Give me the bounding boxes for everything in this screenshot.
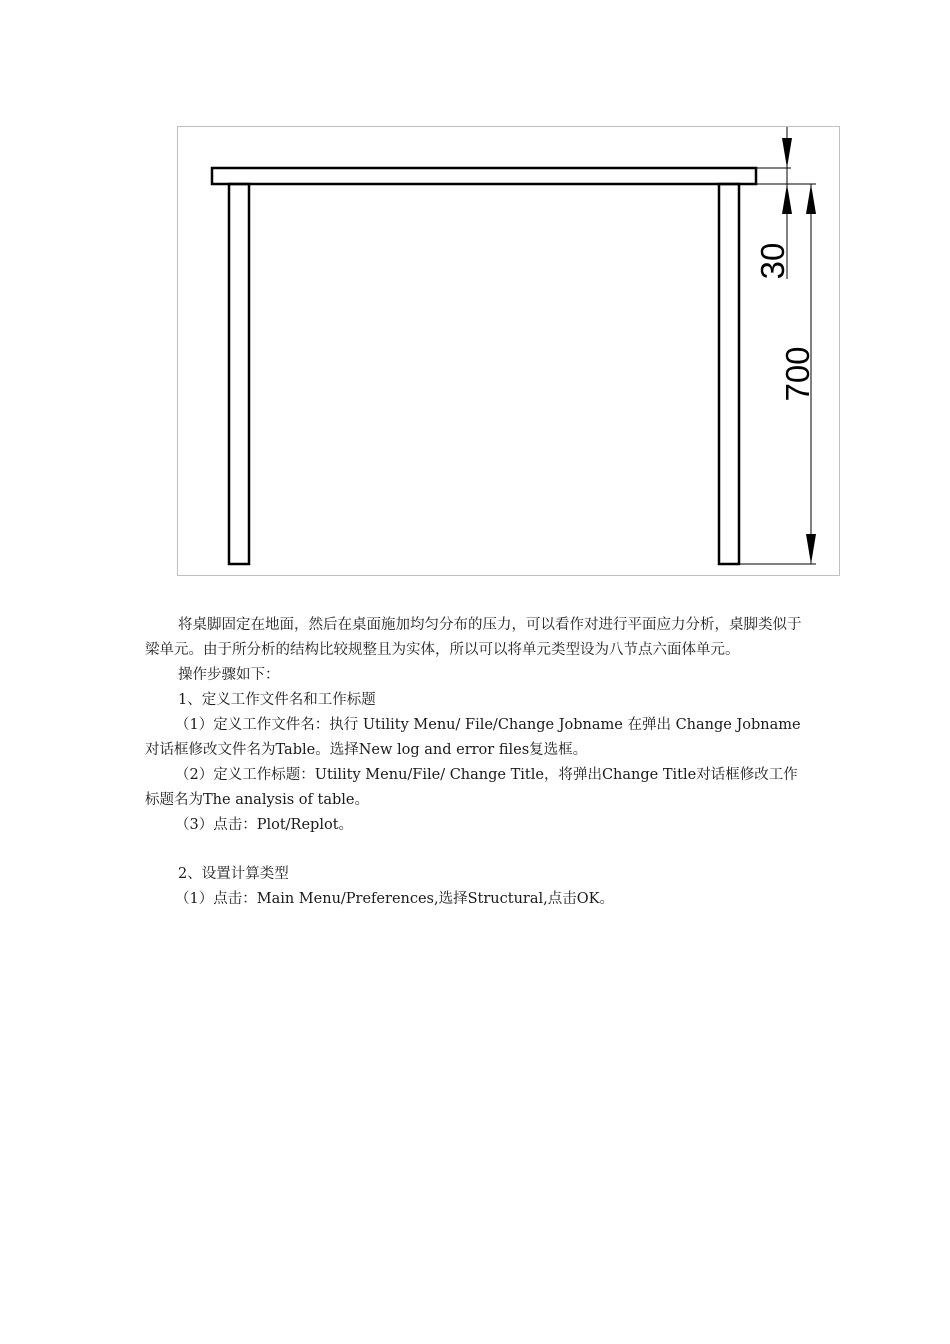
arrow-head — [782, 138, 792, 168]
dimension-label-30: 30 — [754, 242, 791, 280]
dimension-label-700: 700 — [779, 346, 816, 402]
step-1-2: （2）定义工作标题：Utility Menu/File/ Change Title，将弹出Change Title对话框修改工作标题名为The analysis of table。 — [145, 767, 798, 808]
intro-paragraph: 将桌脚固定在地面，然后在桌面施加均匀分布的压力，可以看作对进行平面应力分析，桌脚类似于梁单元。由于所分析的结构比较规整且为实体，所以可以将单元类型设为八节点六面体单元。 — [145, 617, 802, 658]
step-1-3: （3）点击：Plot/Replot。 — [175, 817, 354, 833]
table-drawing — [177, 126, 840, 576]
table-top — [212, 168, 756, 184]
table-drawing-svg — [177, 126, 840, 576]
arrow-head — [806, 534, 816, 564]
right-leg — [719, 184, 739, 564]
paragraph-gap — [145, 838, 810, 862]
document-body — [145, 613, 810, 912]
section-heading-1: 1、定义工作文件名和工作标题 — [178, 692, 376, 708]
step-1-1: （1）定义工作文件名：执行 Utility Menu/ File/Change Jobname 在弹出 Change Jobname 对话框修改文件名为Table。选择New log and error files复选框。 — [145, 717, 801, 758]
arrow-head — [782, 184, 792, 214]
step-2-1: （1）点击：Main Menu/Preferences,选择Structural,点击OK。 — [175, 891, 614, 907]
steps-heading: 操作步骤如下： — [178, 667, 280, 683]
arrow-head — [806, 184, 816, 214]
section-heading-2: 2、设置计算类型 — [178, 866, 289, 882]
left-leg — [229, 184, 249, 564]
